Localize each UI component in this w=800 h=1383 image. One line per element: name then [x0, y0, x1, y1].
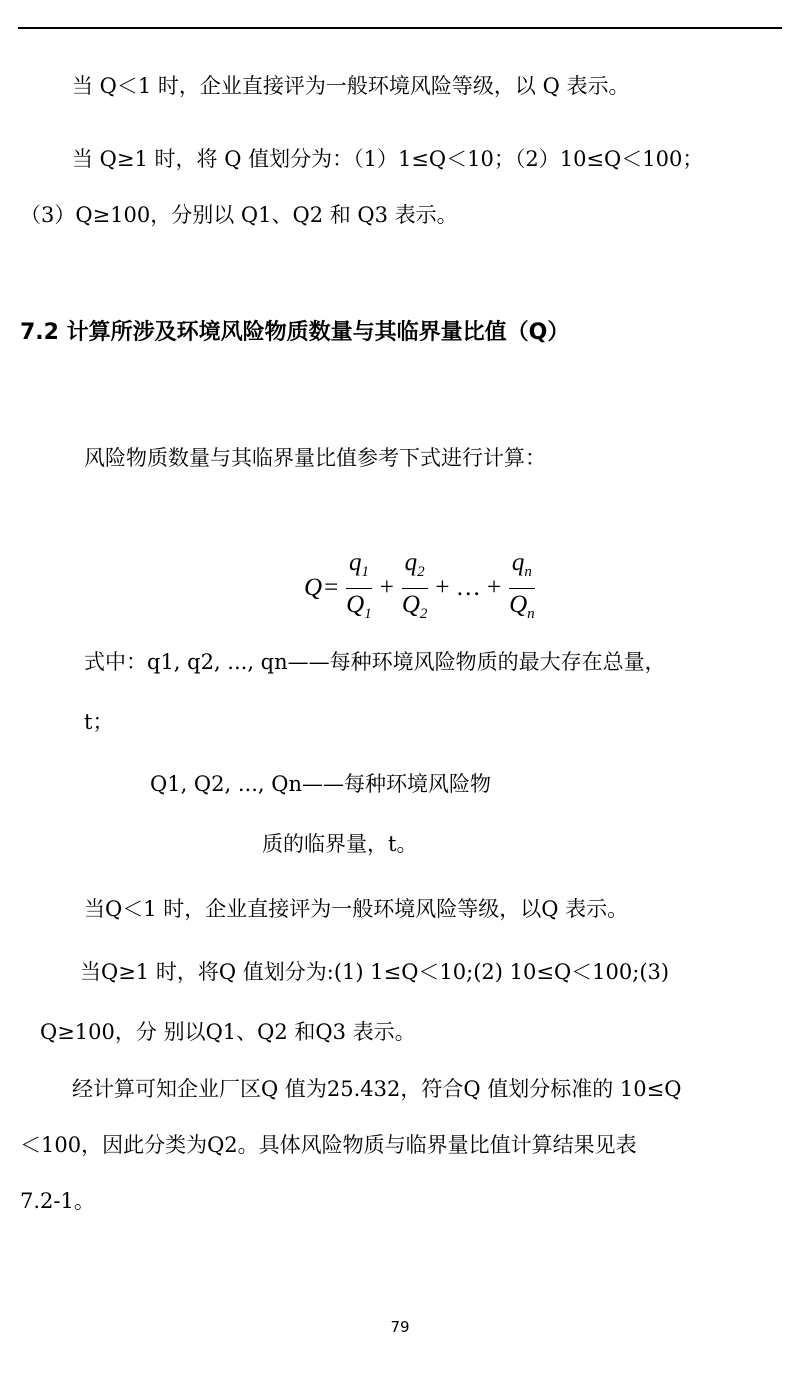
paragraph-q-ranges-line-1: 当 Q≥1 时，将 Q 值划分为：（1）1≤Q＜10；（2）10≤Q＜100；: [72, 147, 704, 171]
paragraph-formula-intro: 风险物质数量与其临界量比值参考下式进行计算：: [84, 446, 546, 470]
paragraph-where-q-line-2: t；: [84, 710, 114, 734]
formula-plus-ellipsis: + … +: [435, 574, 502, 601]
term-1-denominator: Q: [346, 590, 365, 618]
term-2-numerator-sub: 2: [417, 563, 425, 580]
term-n-numerator-sub: n: [524, 563, 532, 580]
formula-equals: =: [324, 574, 339, 601]
paragraph-q-less-than-1-repeat: 当Q＜1 时，企业直接评为一般环境风险等级，以Q 表示。: [84, 897, 629, 921]
term-1-numerator: q: [348, 548, 362, 576]
q-formula: [304, 548, 541, 624]
formula-lhs: Q: [304, 574, 323, 601]
term-2-denominator-sub: 2: [419, 605, 428, 622]
paragraph-q-ranges-repeat-line-2: Q≥100，分 别以Q1、Q2 和Q3 表示。: [40, 1020, 416, 1044]
paragraph-where-Q-line-1: Q1, Q2, ..., Qn——每种环境风险物: [150, 772, 491, 796]
paragraph-where-Q-line-2: 质的临界量，t。: [262, 832, 418, 856]
paragraph-where-q-line-1: 式中：q1, q2, ..., qn——每种环境风险物质的最大存在总量，: [84, 650, 666, 674]
term-n-numerator: q: [511, 548, 525, 576]
term-1-numerator-sub: 1: [361, 563, 369, 580]
header-rule: [18, 27, 782, 29]
page-number: 79: [390, 1318, 410, 1336]
section-heading: 7.2 计算所涉及环境风险物质数量与其临界量比值（Q）: [20, 320, 570, 345]
formula-term-2: [399, 549, 431, 628]
term-2-denominator: Q: [401, 590, 420, 618]
formula-plus-1: +: [379, 574, 394, 601]
formula-term-n: [506, 549, 538, 628]
term-2-numerator: q: [404, 548, 418, 576]
paragraph-result-line-2: ＜100，因此分类为Q2。具体风险物质与临界量比值计算结果见表: [20, 1133, 637, 1157]
term-n-denominator-sub: n: [527, 605, 535, 622]
paragraph-result-line-1: 经计算可知企业厂区Q 值为25.432，符合Q 值划分标准的 10≤Q: [72, 1077, 682, 1101]
paragraph-result-line-3: 7.2-1。: [20, 1189, 95, 1213]
term-n-denominator: Q: [509, 590, 528, 618]
formula-term-1: [343, 549, 375, 628]
term-1-denominator-sub: 1: [364, 605, 372, 622]
paragraph-q-less-than-1: 当 Q＜1 时，企业直接评为一般环境风险等级，以 Q 表示。: [72, 74, 630, 98]
paragraph-q-ranges-repeat-line-1: 当Q≥1 时，将Q 值划分为:(1) 1≤Q＜10;(2) 10≤Q＜100;(3): [80, 960, 670, 984]
paragraph-q-ranges-line-2: （3）Q≥100，分别以 Q1、Q2 和 Q3 表示。: [20, 203, 458, 227]
